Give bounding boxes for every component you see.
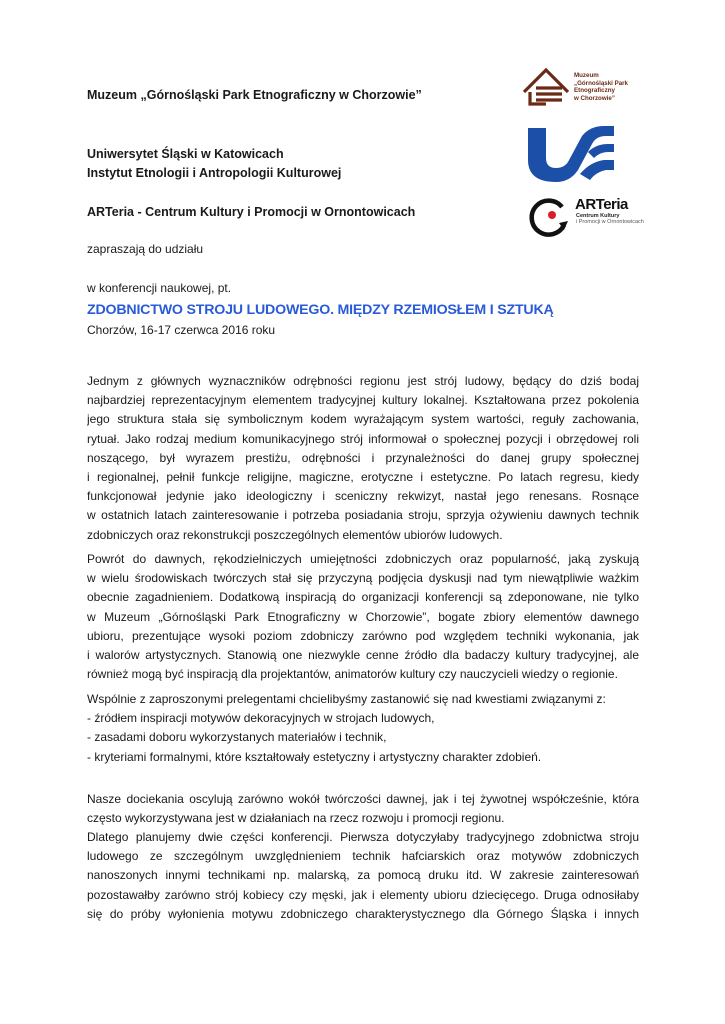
list-item: - źródłem inspiracji motywów dekoracyjnych w strojach ludowych, [87, 711, 435, 726]
conference-date-place: Chorzów, 16-17 czerwca 2016 roku [87, 323, 276, 337]
list-item: - kryteriami formalnymi, które kształtowały estetyczny i artystyczny charakter zdobień. [87, 749, 542, 764]
conference-title: ZDOBNICTWO STROJU LUDOWEGO. MIĘDZY RZEMIOSŁEM I SZTUKĄ [87, 302, 554, 318]
arteria-logo-name: ARTeria [575, 196, 628, 213]
paragraph-2: Powrót do dawnych, rękodzielniczych umiejętności zdobniczych oraz popularność, jaką zyskują w wielu środowiskach twórczych stał się przyczyną podjęcia dyskusji nad tym niewątpliwie ważkim obecnie zagadnieniem. Dodatkową inspiracją do organizacji konferencji są zdeponowane, nie tylko w Muzeum „Górnośląski Park Etnograficzny w Chorzowie”, bogate zbiory elementów dawnego ubioru, prezentujące wysoki poziom zdobniczy zarówno pod względem techniki wykonania, jak i walorów artystycznych. Stanowią one niezwykle cenne źródło dla badaczy kultury tradycyjnej, ale również mogą być inspiracją dla projektantów, animatorów kultury czy nauczycieli wiedzy o regionie. [87, 552, 639, 682]
list-intro: Wspólnie z zaproszonymi prelegentami chcielibyśmy zastanowić się nad kwestiami związanymi z: [87, 692, 606, 706]
museum-logo-text: Muzeum „Górnośląski Park Etnograficzny w Chorzowie” [574, 72, 628, 102]
organizer-institute: Instytut Etnologii i Antropologii Kulturowej [87, 166, 342, 180]
list-item: - zasadami doboru wykorzystanych materiałów i technik, [87, 730, 387, 745]
museum-logo-icon [522, 66, 574, 110]
university-logo-icon [524, 122, 616, 186]
organizer-university: Uniwersytet Śląski w Katowicach [87, 147, 284, 161]
paragraph-3: Nasze dociekania oscylują zarówno wokół twórczości dawnej, jak i tej żywotnej współcześnie, która często wykorzystywana jest w działaniach na rzecz rozwoju i promocji regionu. [87, 792, 639, 826]
arteria-logo-sub: Centrum Kultury i Promocji w Ornontowicach [576, 213, 644, 225]
paragraph-4: Dlatego planujemy dwie części konferencji. Pierwsza dotyczyłaby tradycyjnego zdobnictwa stroju ludowego ze szczególnym uwzględnieniem technik hafciarskich oraz motywów zdobniczych nanoszonych innymi technikami np. malarską, za pomocą druku itd. W zakresie zainteresowań pozostawałby zarówno strój kobiecy czy męski, jak i elementy ubioru dziecięcego. Druga odnosiłaby się do próby wyłonienia motywu zdobniczego charakterystycznego dla Górnego Śląska i innych [87, 830, 639, 921]
invite-text: zapraszają do udziału [87, 242, 204, 256]
paragraph-1: Jednym z głównych wyznaczników odrębności regionu jest strój ludowy, będący do dziś bodaj najbardziej reprezentacyjnym elementem tradycyjnej kultury lokalnej. Kształtowana przez pokolenia jego struktura stała się symbolicznym kodem wyrażającym system wartości, reguły zachowania, rytuał. Jako rodzaj medium komunikacyjnego strój informował o społecznej pozycji i obrzędowej roli noszącego, był wyrazem prestiżu, odrębności i przynależności do danej grupy społecznej i regionalnej, pełnił funkcje religijne, magiczne, erotyczne i estetyczne. Po latach regresu, kiedy funkcjonował jedynie jako ideologiczny i sceniczny rekwizyt, nastał jego renesans. Rosnące w ostatnich latach zainteresowanie i potrzeba posiadania stroju, sprzyja ożywieniu dawnych technik zdobniczych oraz rekonstrukcji poszczególnych elementów ubiorów ludowych. [87, 374, 639, 542]
conference-intro: w konferencji naukowej, pt. [87, 281, 232, 295]
topics-list [87, 690, 647, 767]
organizer-arteria: ARTeria - Centrum Kultury i Promocji w Ornontowicach [87, 205, 416, 219]
arteria-logo-icon [526, 197, 572, 239]
organizer-museum: Muzeum „Górnośląski Park Etnograficzny w Chorzowie” [87, 88, 422, 102]
